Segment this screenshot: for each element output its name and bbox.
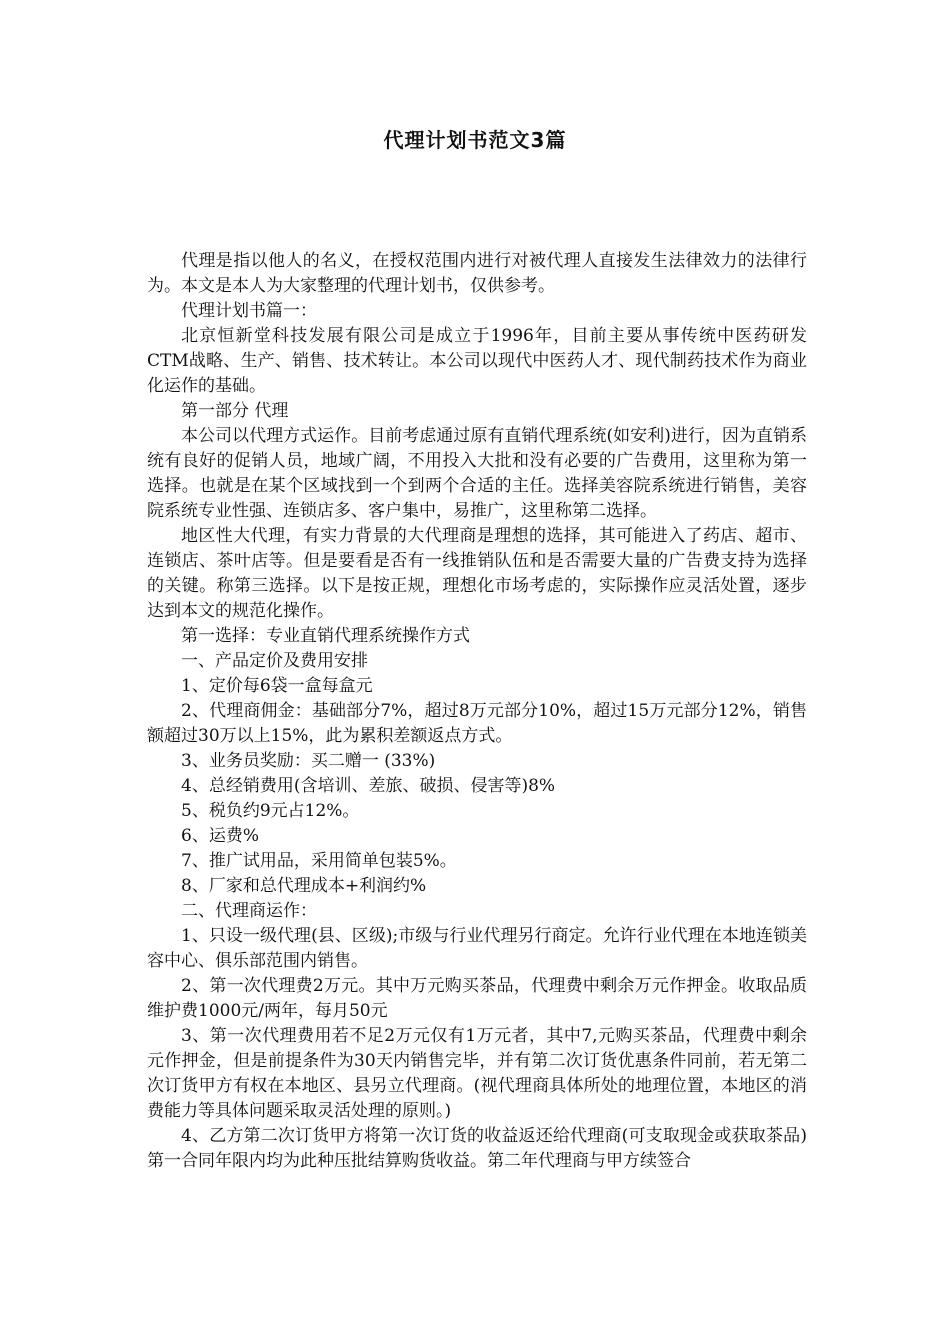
list-item: 3、业务员奖励：买二赠一 (33%) xyxy=(181,751,436,771)
paragraph-company-intro: 北京恒新堂科技发展有限公司是成立于1996年，目前主要从事传统中医药研发CTM战略、生产、销售、技术转让。本公司以现代中医药人才、现代制药技术作为商业化运作的基础。 xyxy=(147,326,807,396)
list-item: 4、总经销费用(含培训、差旅、破损、侵害等)8% xyxy=(181,776,556,796)
list-item: 3、第一次代理费用若不足2万元仅有1万元者，其中7,元购买茶品，代理费中剩余 元作押金，但是前提条件为30天内销售完毕，并有第二次订货优惠条件同前，若无第二次订货甲方有权在本地区、县另立代理商。(视代理商具体所处的地理位置，本地区的消费能力等具体问题采取灵活处理的原则。) xyxy=(147,1026,807,1121)
list-item: 8、厂家和总代理成本+利润约% xyxy=(181,876,427,896)
document-body xyxy=(147,249,807,1174)
list-item: 2、第一次代理费2万元。其中万元购买茶品，代理费中剩余万元作押金。收取品质维护费1000元/两年，每月50元 xyxy=(147,976,807,1021)
paragraph-agent-operation-heading: 二、代理商运作： xyxy=(181,901,317,921)
list-item: 7、推广试用品，采用简单包装5%。 xyxy=(181,851,457,871)
paragraph-part-heading: 第一部分 代理 xyxy=(181,401,289,421)
list-item: 2、代理商佣金：基础部分7%，超过8万元部分10%，超过15万元部分12%，销售额超过30万以上15%，此为累积差额返点方式。 xyxy=(147,701,807,746)
paragraph-intro: 代理是指以他人的名义，在授权范围内进行对被代理人直接发生法律效力的法律行为。本文是本人为大家整理的代理计划书，仅供参考。 xyxy=(147,251,807,296)
paragraph-section-heading: 代理计划书篇一： xyxy=(181,301,317,321)
paragraph-operation: 本公司以代理方式运作。目前考虑通过原有直销代理系统(如安利)进行，因为直销系统有良好的促销人员，地域广阔，不用投入大批和没有必要的广告费用，这里称为第一选择。也就是在某个区域找到一个到两个合适的主任。选择美容院系统进行销售，美容院系统专业性强、连锁店多、客户集中，易推广，这里称第二选择。 xyxy=(147,426,807,521)
paragraph-pricing-heading: 一、产品定价及费用安排 xyxy=(181,651,368,671)
list-item: 1、只设一级代理(县、区级);市级与行业代理另行商定。允许行业代理在本地连锁美容中心、俱乐部范围内销售。 xyxy=(147,926,807,971)
document-title: 代理计划书范文3篇 xyxy=(383,128,567,152)
list-item: 4、乙方第二次订货甲方将第一次订货的收益返还给代理商(可支取现金或获取茶品)第一合同年限内均为此种压批结算购货收益。第二年代理商与甲方续签合 xyxy=(147,1126,807,1171)
paragraph-regional-agent: 地区性大代理，有实力背景的大代理商是理想的选择，其可能进入了药店、超市、连锁店、茶叶店等。但是要看是否有一线推销队伍和是否需要大量的广告费支持为选择的关键。称第三选择。以下是按正规，理想化市场考虑的，实际操作应灵活处置，逐步达到本文的规范化操作。 xyxy=(147,526,807,621)
list-item: 1、定价每6袋一盒每盒元 xyxy=(181,676,373,696)
list-item: 6、运费% xyxy=(181,826,259,846)
list-item: 5、税负约9元占12%。 xyxy=(181,801,360,821)
paragraph-first-choice-heading: 第一选择：专业直销代理系统操作方式 xyxy=(181,626,470,646)
